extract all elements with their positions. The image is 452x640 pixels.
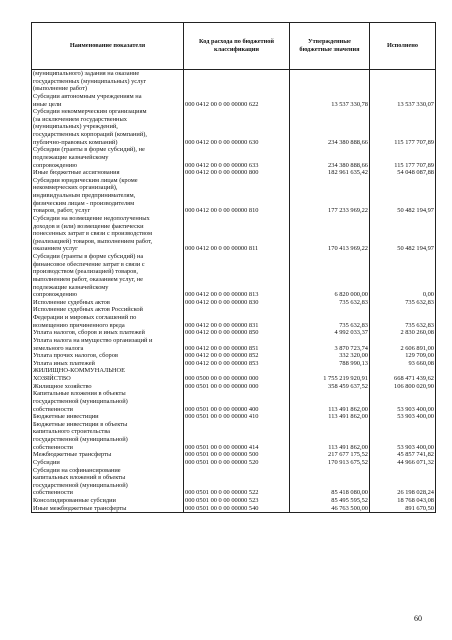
row-approved-cell: 170 413 969,22 xyxy=(290,215,370,253)
header-expense-code: Код расхода по бюджетной классификации xyxy=(184,23,290,70)
row-approved-cell: 113 491 862,00 xyxy=(290,413,370,421)
row-name-cell: Межбюджетные трансферты xyxy=(32,451,184,459)
row-name-cell: Субсидии (гранты в форме субсидий), не подлежащие казначейскому сопровождению xyxy=(32,146,184,169)
row-approved-cell: 1 755 219 920,91 xyxy=(290,367,370,382)
row-code-cell: 000 0501 00 0 00 00000 414 xyxy=(184,421,290,452)
row-approved-cell: 85 495 595,52 xyxy=(290,497,370,505)
row-approved-cell: 332 320,00 xyxy=(290,352,370,360)
row-name-cell: Бюджетные инвестиции xyxy=(32,413,184,421)
row-code-cell: 000 0501 00 0 00 00000 540 xyxy=(184,505,290,513)
table-row xyxy=(32,413,436,421)
row-code-cell: 000 0412 00 0 00 00000 633 xyxy=(184,146,290,169)
row-code-cell: 000 0412 00 0 00 00000 852 xyxy=(184,352,290,360)
row-code-cell: 000 0501 00 0 00 00000 400 xyxy=(184,390,290,413)
table-row xyxy=(32,383,436,391)
row-approved-cell: 788 990,13 xyxy=(290,360,370,368)
row-code-cell: 000 0501 00 0 00 00000 523 xyxy=(184,497,290,505)
row-name-cell: Иные бюджетные ассигнования xyxy=(32,169,184,177)
row-approved-cell: 234 380 888,66 xyxy=(290,146,370,169)
row-approved-cell: 234 380 888,66 xyxy=(290,108,370,146)
row-executed-cell: 50 482 194,97 xyxy=(370,177,436,215)
row-executed-cell: 50 482 194,97 xyxy=(370,215,436,253)
header-indicator-name: Наименование показателя xyxy=(32,23,184,70)
row-approved-cell: 85 418 080,00 xyxy=(290,467,370,498)
row-code-cell: 000 0412 00 0 00 00000 851 xyxy=(184,337,290,352)
row-approved-cell: 217 677 175,52 xyxy=(290,451,370,459)
row-code-cell: 000 0412 00 0 00 00000 630 xyxy=(184,108,290,146)
budget-execution-table xyxy=(31,22,436,513)
row-approved-cell: 6 820 000,00 xyxy=(290,253,370,299)
row-code-cell: 000 0501 00 0 00 00000 522 xyxy=(184,467,290,498)
row-name-cell: Уплата налогов, сборов и иных платежей xyxy=(32,329,184,337)
table-row xyxy=(32,497,436,505)
row-code-cell: 000 0501 00 0 00 00000 500 xyxy=(184,451,290,459)
row-executed-cell: 668 471 439,62 xyxy=(370,367,436,382)
row-approved-cell: 4 992 033,37 xyxy=(290,329,370,337)
row-name-cell: Субсидии некоммерческим организациям (за исключением государственных (муниципальных) учреждений, государственных корпораций (компаний), публично-правовых компаний) xyxy=(32,108,184,146)
row-executed-cell: 735 632,83 xyxy=(370,306,436,329)
row-name-cell: Исполнение судебных актов xyxy=(32,299,184,307)
row-code-cell: 000 0501 00 0 00 00000 520 xyxy=(184,459,290,467)
row-executed-cell: 129 709,00 xyxy=(370,352,436,360)
table-row xyxy=(32,352,436,360)
row-name-cell: Исполнение судебных актов Российской Федерации и мировых соглашений по возмещению причиненного вреда xyxy=(32,306,184,329)
table-row xyxy=(32,360,436,368)
table-row xyxy=(32,253,436,299)
row-approved-cell: 182 961 635,42 xyxy=(290,169,370,177)
row-name-cell: Субсидии автономным учреждениям на иные цели xyxy=(32,93,184,108)
row-code-cell: 000 0412 00 0 00 00000 810 xyxy=(184,177,290,215)
row-approved-cell: 735 632,83 xyxy=(290,299,370,307)
table-row xyxy=(32,169,436,177)
table-row xyxy=(32,306,436,329)
row-name-cell: Уплата налога на имущество организаций и земельного налога xyxy=(32,337,184,352)
row-name-cell: ЖИЛИЩНО-КОММУНАЛЬНОЕ ХОЗЯЙСТВО xyxy=(32,367,184,382)
row-code-cell: 000 0412 00 0 00 00000 800 xyxy=(184,169,290,177)
row-executed-cell: 2 830 260,08 xyxy=(370,329,436,337)
table-row xyxy=(32,367,436,382)
row-name-cell: Консолидированные субсидии xyxy=(32,497,184,505)
table-row xyxy=(32,505,436,513)
table-row xyxy=(32,108,436,146)
row-code-cell: 000 0412 00 0 00 00000 622 xyxy=(184,93,290,108)
row-code-cell: 000 0412 00 0 00 00000 813 xyxy=(184,253,290,299)
row-executed-cell: 53 903 400,00 xyxy=(370,390,436,413)
header-approved-values: Утвержденные бюджетные значения xyxy=(290,23,370,70)
row-executed-cell xyxy=(370,70,436,93)
row-executed-cell: 53 903 400,00 xyxy=(370,421,436,452)
row-executed-cell: 54 048 087,88 xyxy=(370,169,436,177)
row-name-cell: Бюджетные инвестиции в объекты капитального строительства государственной (муниципальной) собственности xyxy=(32,421,184,452)
row-executed-cell: 44 966 071,32 xyxy=(370,459,436,467)
row-name-cell: Субсидии юридическим лицам (кроме некоммерческих организаций), индивидуальным предпринимателям, физическим лицам - производителям товаров, работ, услуг xyxy=(32,177,184,215)
row-name-cell: Жилищное хозяйство xyxy=(32,383,184,391)
table-row xyxy=(32,421,436,452)
row-executed-cell: 115 177 707,89 xyxy=(370,108,436,146)
row-executed-cell: 45 857 741,82 xyxy=(370,451,436,459)
row-executed-cell: 115 177 707,89 xyxy=(370,146,436,169)
header-executed: Исполнено xyxy=(370,23,436,70)
row-approved-cell: 735 632,83 xyxy=(290,306,370,329)
row-code-cell: 000 0412 00 0 00 00000 850 xyxy=(184,329,290,337)
row-executed-cell: 18 768 043,08 xyxy=(370,497,436,505)
row-approved-cell: 358 459 637,52 xyxy=(290,383,370,391)
row-executed-cell: 13 537 330,07 xyxy=(370,93,436,108)
row-name-cell: Субсидии на софинансирование капитальных вложений в объекты государственной (муниципальной) собственности xyxy=(32,467,184,498)
row-executed-cell: 0,00 xyxy=(370,253,436,299)
row-executed-cell: 26 198 028,24 xyxy=(370,467,436,498)
page-number: 60 xyxy=(414,614,422,623)
row-code-cell: 000 0501 00 0 00 00000 410 xyxy=(184,413,290,421)
row-approved-cell: 3 870 723,74 xyxy=(290,337,370,352)
row-code-cell: 000 0501 00 0 00 00000 000 xyxy=(184,383,290,391)
row-executed-cell: 735 632,83 xyxy=(370,299,436,307)
table-row xyxy=(32,177,436,215)
row-code-cell: 000 0412 00 0 00 00000 811 xyxy=(184,215,290,253)
row-approved-cell: 113 491 862,00 xyxy=(290,421,370,452)
row-name-cell: Субсидии xyxy=(32,459,184,467)
table-row xyxy=(32,459,436,467)
row-code-cell xyxy=(184,70,290,93)
table-row xyxy=(32,329,436,337)
row-name-cell: Капитальные вложения в объекты государственной (муниципальной) собственности xyxy=(32,390,184,413)
row-approved-cell: 113 491 862,00 xyxy=(290,390,370,413)
row-name-cell: Иные межбюджетные трансферты xyxy=(32,505,184,513)
row-executed-cell: 106 800 020,90 xyxy=(370,383,436,391)
table-row xyxy=(32,70,436,93)
table-row xyxy=(32,93,436,108)
row-executed-cell: 891 670,50 xyxy=(370,505,436,513)
table-row xyxy=(32,467,436,498)
row-code-cell: 000 0412 00 0 00 00000 830 xyxy=(184,299,290,307)
table-row xyxy=(32,451,436,459)
row-approved-cell: 46 763 500,00 xyxy=(290,505,370,513)
table-row xyxy=(32,299,436,307)
row-code-cell: 000 0500 00 0 00 00000 000 xyxy=(184,367,290,382)
table-body xyxy=(32,70,436,513)
table-header-row xyxy=(32,23,436,70)
row-approved-cell: 170 913 675,52 xyxy=(290,459,370,467)
row-name-cell: Уплата иных платежей xyxy=(32,360,184,368)
row-executed-cell: 53 903 400,00 xyxy=(370,413,436,421)
table-row xyxy=(32,215,436,253)
row-code-cell: 000 0412 00 0 00 00000 853 xyxy=(184,360,290,368)
row-name-cell: Уплата прочих налогов, сборов xyxy=(32,352,184,360)
row-approved-cell xyxy=(290,70,370,93)
row-executed-cell: 93 660,08 xyxy=(370,360,436,368)
row-executed-cell: 2 606 891,00 xyxy=(370,337,436,352)
row-code-cell: 000 0412 00 0 00 00000 831 xyxy=(184,306,290,329)
table-row xyxy=(32,146,436,169)
table-row xyxy=(32,390,436,413)
row-name-cell: Субсидии (гранты в форме субсидий) на финансовое обеспечение затрат в связи с производством (реализацией) товаров, выполнением работ, оказанием услуг, не подлежащие казначейскому сопровождению xyxy=(32,253,184,299)
row-approved-cell: 177 233 969,22 xyxy=(290,177,370,215)
row-name-cell: (муниципального) задания на оказание государственных (муниципальных) услуг (выполнение работ) xyxy=(32,70,184,93)
row-name-cell: Субсидии на возмещение недополученных доходов и (или) возмещение фактически понесенных затрат в связи с производством (реализацией) товаров, выполнением работ, оказанием услуг xyxy=(32,215,184,253)
table-row xyxy=(32,337,436,352)
row-approved-cell: 13 537 330,78 xyxy=(290,93,370,108)
